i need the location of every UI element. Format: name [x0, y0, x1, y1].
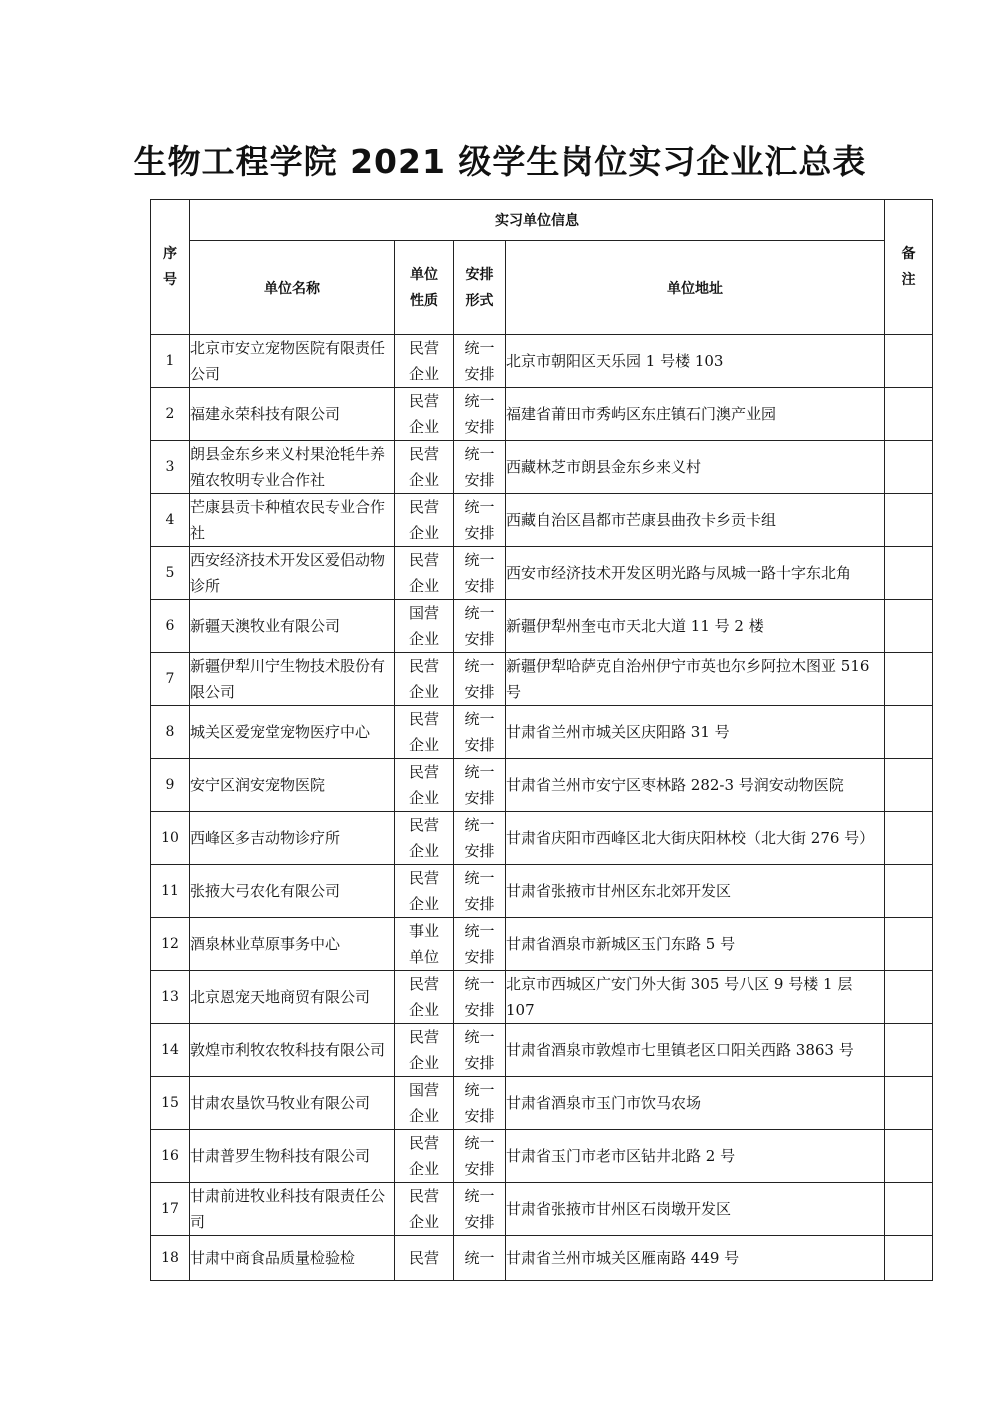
row-arrangement: 统一安排: [454, 600, 506, 653]
row-number: 12: [151, 918, 190, 971]
row-arrangement: 统一安排: [454, 865, 506, 918]
row-unit-nature: 民营企业: [395, 706, 454, 759]
row-number: 16: [151, 1130, 190, 1183]
row-arrangement: 统一安排: [454, 441, 506, 494]
row-unit-name: 敦煌市利牧农牧科技有限公司: [190, 1024, 395, 1077]
row-arrangement: 统一安排: [454, 1130, 506, 1183]
table-row: [151, 494, 933, 547]
row-arrangement: 统一安排: [454, 335, 506, 388]
row-unit-name: 张掖大弓农化有限公司: [190, 865, 395, 918]
row-arrangement: 统一安排: [454, 706, 506, 759]
row-address: 甘肃省酒泉市玉门市饮马农场: [506, 1077, 885, 1130]
table-row: [151, 812, 933, 865]
row-unit-name: 芒康县贡卡种植农民专业合作社: [190, 494, 395, 547]
row-unit-name: 朗县金东乡来义村果沧牦牛养殖农牧明专业合作社: [190, 441, 395, 494]
row-arrangement: 统一: [454, 1236, 506, 1281]
row-address: 甘肃省兰州市安宁区枣林路 282-3 号润安动物医院: [506, 759, 885, 812]
table-row: [151, 388, 933, 441]
table-row: [151, 918, 933, 971]
row-number: 18: [151, 1236, 190, 1281]
row-unit-name: 甘肃农垦饮马牧业有限公司: [190, 1077, 395, 1130]
row-arrangement: 统一安排: [454, 1183, 506, 1236]
row-unit-nature: 事业单位: [395, 918, 454, 971]
row-unit-name: 北京市安立宠物医院有限责任公司: [190, 335, 395, 388]
row-arrangement: 统一安排: [454, 1077, 506, 1130]
row-unit-name: 城关区爱宠堂宠物医疗中心: [190, 706, 395, 759]
row-remark: [885, 812, 933, 865]
row-remark: [885, 1130, 933, 1183]
row-number: 1: [151, 335, 190, 388]
row-address: 甘肃省兰州市城关区庆阳路 31 号: [506, 706, 885, 759]
row-unit-name: 甘肃普罗生物科技有限公司: [190, 1130, 395, 1183]
row-remark: [885, 600, 933, 653]
row-unit-name: 西峰区多吉动物诊疗所: [190, 812, 395, 865]
row-remark: [885, 653, 933, 706]
row-address: 新疆伊犁州奎屯市天北大道 11 号 2 楼: [506, 600, 885, 653]
row-unit-name: 安宁区润安宠物医院: [190, 759, 395, 812]
row-unit-nature: 民营企业: [395, 1024, 454, 1077]
row-number: 7: [151, 653, 190, 706]
row-number: 10: [151, 812, 190, 865]
header-group: 实习单位信息: [190, 200, 885, 241]
row-unit-nature: 民营企业: [395, 1183, 454, 1236]
row-remark: [885, 441, 933, 494]
row-unit-nature: 民营企业: [395, 494, 454, 547]
row-address: 甘肃省张掖市甘州区石岗墩开发区: [506, 1183, 885, 1236]
table-row: [151, 971, 933, 1024]
row-unit-nature: 民营企业: [395, 653, 454, 706]
row-arrangement: 统一安排: [454, 547, 506, 600]
row-arrangement: 统一安排: [454, 388, 506, 441]
row-remark: [885, 918, 933, 971]
row-address: 西安市经济技术开发区明光路与凤城一路十字东北角: [506, 547, 885, 600]
row-address: 甘肃省玉门市老市区钻井北路 2 号: [506, 1130, 885, 1183]
table-row: [151, 1130, 933, 1183]
table-row: [151, 1024, 933, 1077]
table-row: [151, 335, 933, 388]
table-row: [151, 653, 933, 706]
row-address: 福建省莆田市秀屿区东庄镇石门澳产业园: [506, 388, 885, 441]
row-address: 北京市西城区广安门外大街 305 号八区 9 号楼 1 层 107: [506, 971, 885, 1024]
row-remark: [885, 547, 933, 600]
page-title: 生物工程学院 2021 级学生岗位实习企业汇总表: [133, 142, 867, 181]
row-address: 北京市朝阳区天乐园 1 号楼 103: [506, 335, 885, 388]
row-address: 西藏林芝市朗县金东乡来义村: [506, 441, 885, 494]
row-remark: [885, 706, 933, 759]
row-arrangement: 统一安排: [454, 812, 506, 865]
header-name: 单位名称: [190, 241, 395, 335]
row-number: 8: [151, 706, 190, 759]
row-remark: [885, 335, 933, 388]
header-address: 单位地址: [506, 241, 885, 335]
row-unit-nature: 民营企业: [395, 547, 454, 600]
row-remark: [885, 1077, 933, 1130]
row-remark: [885, 1024, 933, 1077]
row-number: 6: [151, 600, 190, 653]
row-number: 4: [151, 494, 190, 547]
row-unit-name: 甘肃中商食品质量检验检: [190, 1236, 395, 1281]
header-seq: 序号: [151, 200, 190, 335]
row-unit-name: 西安经济技术开发区爱侣动物诊所: [190, 547, 395, 600]
row-address: 甘肃省兰州市城关区雁南路 449 号: [506, 1236, 885, 1281]
row-arrangement: 统一安排: [454, 971, 506, 1024]
row-number: 15: [151, 1077, 190, 1130]
row-address: 甘肃省张掖市甘州区东北郊开发区: [506, 865, 885, 918]
row-arrangement: 统一安排: [454, 1024, 506, 1077]
row-arrangement: 统一安排: [454, 918, 506, 971]
row-unit-name: 甘肃前进牧业科技有限责任公司: [190, 1183, 395, 1236]
row-unit-nature: 民营企业: [395, 759, 454, 812]
row-unit-name: 北京恩宠天地商贸有限公司: [190, 971, 395, 1024]
table-body: [151, 335, 933, 1281]
row-unit-nature: 民营企业: [395, 865, 454, 918]
row-unit-nature: 国营企业: [395, 600, 454, 653]
row-number: 13: [151, 971, 190, 1024]
row-remark: [885, 494, 933, 547]
row-unit-nature: 民营企业: [395, 335, 454, 388]
row-remark: [885, 971, 933, 1024]
header-remark: 备注: [885, 200, 933, 335]
row-unit-nature: 国营企业: [395, 1077, 454, 1130]
row-unit-name: 新疆伊犁川宁生物技术股份有限公司: [190, 653, 395, 706]
table-row: [151, 1077, 933, 1130]
row-remark: [885, 388, 933, 441]
row-remark: [885, 1236, 933, 1281]
table-row: [151, 600, 933, 653]
row-unit-nature: 民营企业: [395, 812, 454, 865]
row-unit-name: 新疆天澳牧业有限公司: [190, 600, 395, 653]
row-remark: [885, 759, 933, 812]
row-number: 14: [151, 1024, 190, 1077]
row-address: 甘肃省酒泉市敦煌市七里镇老区口阳关西路 3863 号: [506, 1024, 885, 1077]
header-arrangement: 安排形式: [454, 241, 506, 335]
row-unit-nature: 民营企业: [395, 441, 454, 494]
table-row: [151, 1183, 933, 1236]
row-number: 17: [151, 1183, 190, 1236]
table-row: [151, 547, 933, 600]
row-address: 甘肃省酒泉市新城区玉门东路 5 号: [506, 918, 885, 971]
table-row: [151, 441, 933, 494]
row-unit-name: 福建永荣科技有限公司: [190, 388, 395, 441]
table-row: [151, 1236, 933, 1281]
row-address: 西藏自治区昌都市芒康县曲孜卡乡贡卡组: [506, 494, 885, 547]
row-address: 新疆伊犁哈萨克自治州伊宁市英也尔乡阿拉木图亚 516 号: [506, 653, 885, 706]
table-row: [151, 706, 933, 759]
row-arrangement: 统一安排: [454, 494, 506, 547]
row-unit-nature: 民营企业: [395, 388, 454, 441]
row-number: 11: [151, 865, 190, 918]
row-number: 2: [151, 388, 190, 441]
row-remark: [885, 1183, 933, 1236]
row-unit-nature: 民营: [395, 1236, 454, 1281]
row-remark: [885, 865, 933, 918]
table-row: [151, 759, 933, 812]
header-nature: 单位性质: [395, 241, 454, 335]
row-unit-name: 酒泉林业草原事务中心: [190, 918, 395, 971]
row-arrangement: 统一安排: [454, 759, 506, 812]
row-unit-nature: 民营企业: [395, 1130, 454, 1183]
row-unit-nature: 民营企业: [395, 971, 454, 1024]
enterprise-summary-table: [150, 199, 933, 1281]
row-number: 9: [151, 759, 190, 812]
row-number: 3: [151, 441, 190, 494]
row-address: 甘肃省庆阳市西峰区北大街庆阳林校（北大街 276 号）: [506, 812, 885, 865]
row-number: 5: [151, 547, 190, 600]
table-row: [151, 865, 933, 918]
row-arrangement: 统一安排: [454, 653, 506, 706]
